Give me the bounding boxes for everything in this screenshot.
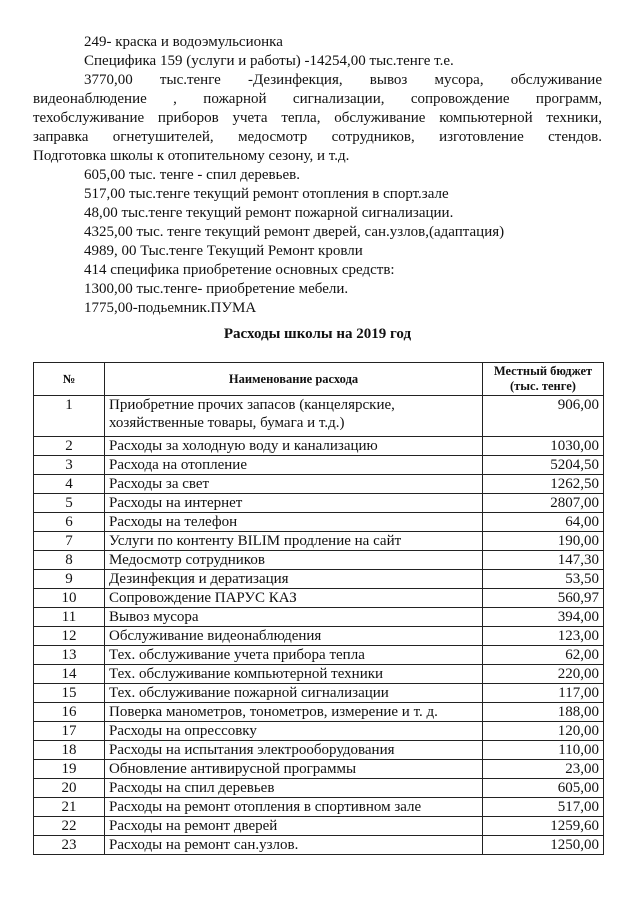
row-expense-name: Расходы за свет <box>105 475 483 494</box>
intro-item-furniture: 1300,00 тыс.тенге- приобретение мебели. <box>84 281 349 297</box>
intro-item-tree-cutting: 605,00 тыс. тенге - спил деревьев. <box>84 167 300 183</box>
table-row <box>34 513 604 532</box>
table-row <box>34 817 604 836</box>
row-number: 5 <box>34 494 105 513</box>
row-number: 17 <box>34 722 105 741</box>
row-expense-name: Поверка манометров, тонометров, измерение и т. д. <box>105 703 483 722</box>
row-expense-name: Расходы на спил деревьев <box>105 779 483 798</box>
row-expense-name: Тех. обслуживание пожарной сигнализации <box>105 684 483 703</box>
intro-line-paints: 249- краска и водоэмульсионка <box>84 34 283 50</box>
row-number: 3 <box>34 456 105 475</box>
table-row <box>34 760 604 779</box>
table-row <box>34 627 604 646</box>
row-expense-name: Тех. обслуживание учета прибора тепла <box>105 646 483 665</box>
row-number: 2 <box>34 437 105 456</box>
row-amount: 120,00 <box>483 722 604 741</box>
row-expense-name: Расходы на испытания электрооборудования <box>105 741 483 760</box>
row-amount: 1250,00 <box>483 836 604 855</box>
row-amount: 188,00 <box>483 703 604 722</box>
row-number: 18 <box>34 741 105 760</box>
row-number: 16 <box>34 703 105 722</box>
row-expense-name: Тех. обслуживание компьютерной техники <box>105 665 483 684</box>
row-expense-name: Медосмотр сотрудников <box>105 551 483 570</box>
row-expense-name: Расходы на интернет <box>105 494 483 513</box>
table-row <box>34 456 604 475</box>
table-row <box>34 722 604 741</box>
row-amount: 560,97 <box>483 589 604 608</box>
row-amount: 117,00 <box>483 684 604 703</box>
row-number: 15 <box>34 684 105 703</box>
row-number: 4 <box>34 475 105 494</box>
table-row <box>34 589 604 608</box>
intro-item-heating-repair: 517,00 тыс.тенге текущий ремонт отопления в спорт.зале <box>84 186 449 202</box>
row-expense-name <box>105 396 483 437</box>
row-amount: 190,00 <box>483 532 604 551</box>
intro-paragraph-line-1: 3770,00 тыс.тенге -Дезинфекция, вывоз мусора, обслуживание <box>84 72 602 88</box>
table-title: Расходы школы на 2019 год <box>223 326 412 342</box>
intro-line-specification-159: Специфика 159 (услуги и работы) -14254,00 тыс.тенге т.е. <box>84 53 454 69</box>
row-number: 1 <box>34 396 105 437</box>
row-amount: 517,00 <box>483 798 604 817</box>
row-expense-name: Расходы на телефон <box>105 513 483 532</box>
row-number: 20 <box>34 779 105 798</box>
row-expense-name: Расходы на ремонт дверей <box>105 817 483 836</box>
intro-paragraph-line-2: видеонаблюдение , пожарной сигнализации, сопровождение программ, <box>33 91 602 107</box>
row-amount: 147,30 <box>483 551 604 570</box>
intro-paragraph-line-3: техобслуживание приборов учета тепла, обслуживание компьютерной техники, <box>33 110 602 126</box>
row-amount: 1030,00 <box>483 437 604 456</box>
row-amount: 1259,60 <box>483 817 604 836</box>
table-row <box>34 798 604 817</box>
row-amount: 394,00 <box>483 608 604 627</box>
row-number: 21 <box>34 798 105 817</box>
row-expense-name: Сопровождение ПАРУС КАЗ <box>105 589 483 608</box>
row-expense-name: Расходы на ремонт сан.узлов. <box>105 836 483 855</box>
row-expense-name: Дезинфекция и дератизация <box>105 570 483 589</box>
intro-paragraph-line-5: Подготовка школы к отопительному сезону, и т.д. <box>33 148 350 164</box>
intro-item-specification-414: 414 специфика приобретение основных средств: <box>84 262 395 278</box>
row-expense-name: Расходы на опрессовку <box>105 722 483 741</box>
table-row <box>34 570 604 589</box>
row-number: 8 <box>34 551 105 570</box>
row-number: 9 <box>34 570 105 589</box>
row-expense-name: Расходы на ремонт отопления в спортивном зале <box>105 798 483 817</box>
row-number: 14 <box>34 665 105 684</box>
row-number: 10 <box>34 589 105 608</box>
table-row <box>34 475 604 494</box>
intro-item-fire-alarm-repair: 48,00 тыс.тенге текущий ремонт пожарной сигнализации. <box>84 205 454 221</box>
table-row <box>34 836 604 855</box>
table-header-row <box>34 363 604 396</box>
intro-paragraph-line-4: заправка огнетушителей, медосмотр сотрудников, изготовление стендов. <box>33 129 602 145</box>
row-expense-name: Расходы за холодную воду и канализацию <box>105 437 483 456</box>
table-row <box>34 532 604 551</box>
row-amount: 906,00 <box>483 396 604 437</box>
header-local-budget-line-2: (тыс. тенге) <box>510 379 576 393</box>
table-row <box>34 396 604 437</box>
row-expense-name: Вывоз мусора <box>105 608 483 627</box>
header-number: № <box>34 363 105 396</box>
row-number: 19 <box>34 760 105 779</box>
row-number: 11 <box>34 608 105 627</box>
row-expense-name: Расхода на отопление <box>105 456 483 475</box>
row-amount: 23,00 <box>483 760 604 779</box>
row-number: 23 <box>34 836 105 855</box>
row-expense-name-line-1: Приобретние прочих запасов (канцелярские, <box>109 397 395 413</box>
header-local-budget-line-1: Местный бюджет <box>493 364 593 378</box>
row-expense-name: Обновление антивирусной программы <box>105 760 483 779</box>
row-amount: 1262,50 <box>483 475 604 494</box>
row-amount: 110,00 <box>483 741 604 760</box>
intro-item-roof-repair: 4989, 00 Тыс.тенге Текущий Ремонт кровли <box>84 243 363 259</box>
row-amount: 220,00 <box>483 665 604 684</box>
table-row <box>34 494 604 513</box>
row-amount: 605,00 <box>483 779 604 798</box>
row-amount: 62,00 <box>483 646 604 665</box>
row-number: 22 <box>34 817 105 836</box>
row-number: 12 <box>34 627 105 646</box>
table-row <box>34 665 604 684</box>
expenses-table <box>33 362 604 855</box>
row-amount: 53,50 <box>483 570 604 589</box>
table-row <box>34 551 604 570</box>
row-amount: 123,00 <box>483 627 604 646</box>
table-row <box>34 741 604 760</box>
row-expense-name-line-2: хозяйственные товары, бумага и т.д.) <box>109 415 345 431</box>
row-number: 6 <box>34 513 105 532</box>
intro-item-doors-repair: 4325,00 тыс. тенге текущий ремонт дверей, сан.узлов,(адаптация) <box>84 224 505 240</box>
row-amount: 5204,50 <box>483 456 604 475</box>
table-row <box>34 779 604 798</box>
table-row <box>34 684 604 703</box>
row-amount: 64,00 <box>483 513 604 532</box>
table-row <box>34 646 604 665</box>
row-expense-name: Обслуживание видеонаблюдения <box>105 627 483 646</box>
table-row <box>34 703 604 722</box>
intro-item-lift: 1775,00-подьемник.ПУМА <box>84 300 257 316</box>
header-expense-name: Наименование расхода <box>105 363 483 396</box>
header-local-budget <box>483 363 604 396</box>
table-row <box>34 608 604 627</box>
row-expense-name: Услуги по контенту BILIM продление на сайт <box>105 532 483 551</box>
row-number: 7 <box>34 532 105 551</box>
row-number: 13 <box>34 646 105 665</box>
row-amount: 2807,00 <box>483 494 604 513</box>
table-row <box>34 437 604 456</box>
